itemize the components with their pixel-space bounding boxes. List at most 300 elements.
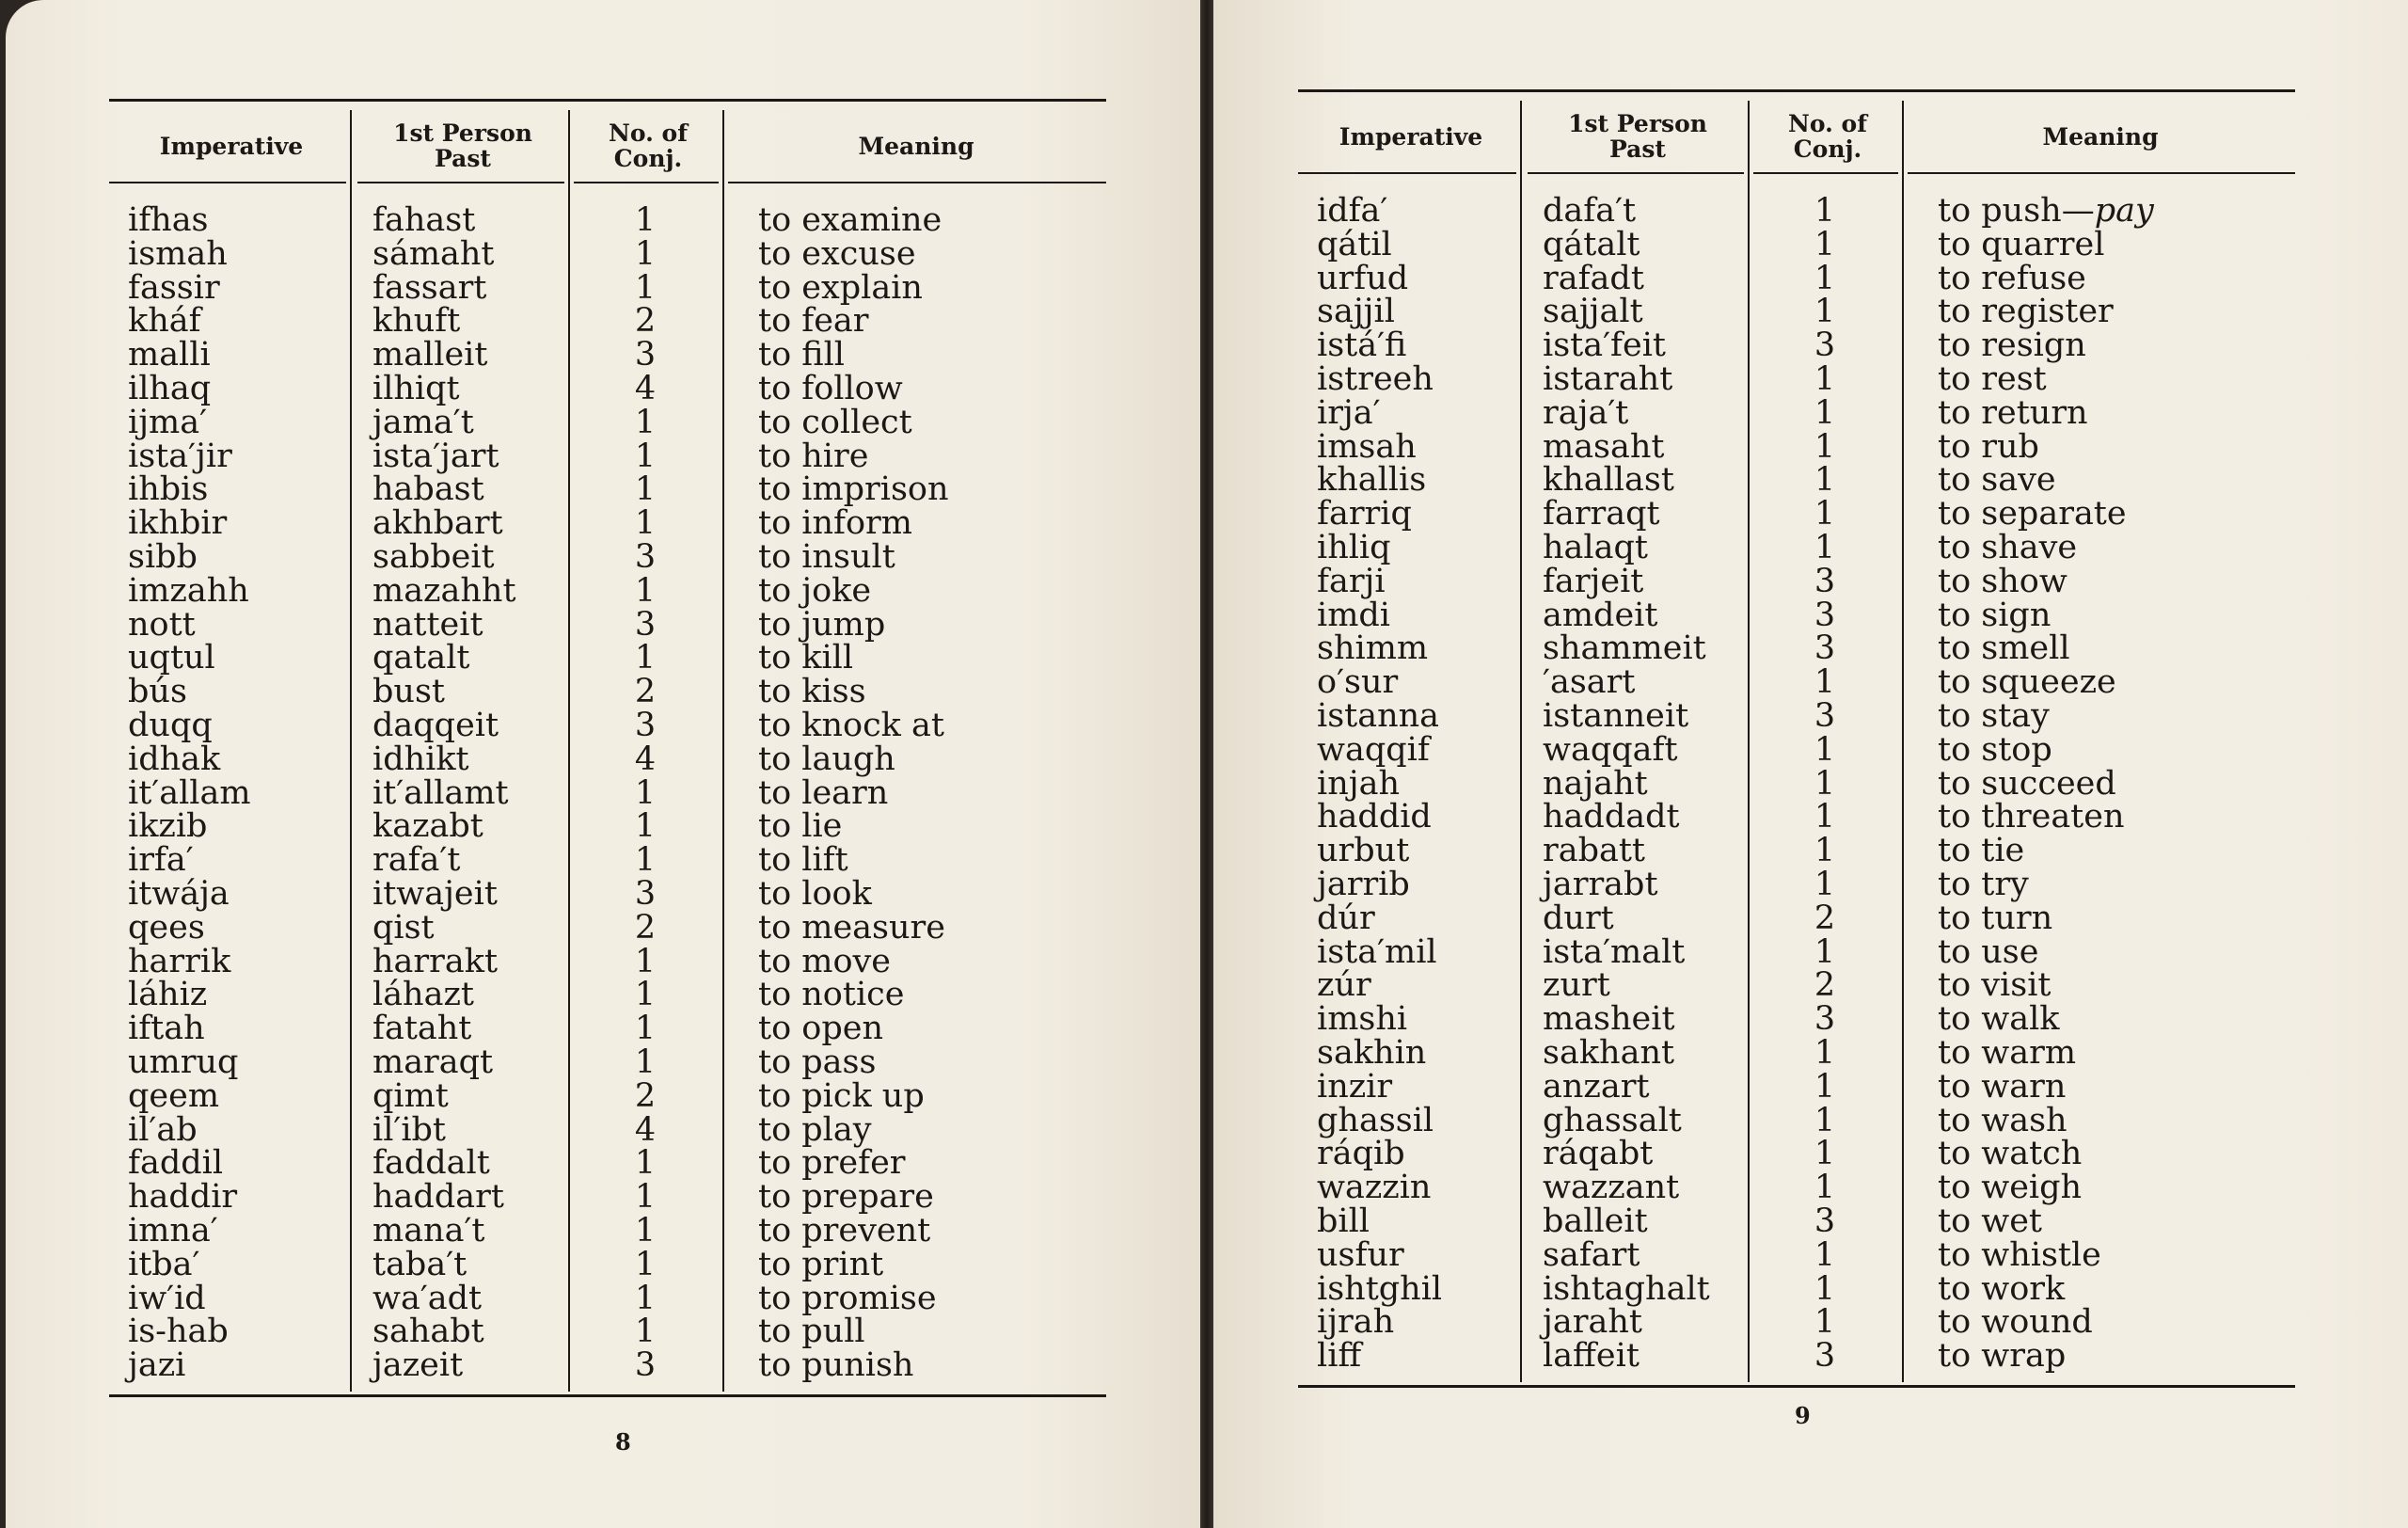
- table-row: [1298, 393, 2295, 432]
- meaning-cell: to move: [758, 942, 892, 980]
- meaning-cell: to rest: [1938, 359, 2047, 398]
- meaning-cell: to fill: [758, 336, 845, 374]
- past-cell: ishtaghalt: [1543, 1269, 1710, 1308]
- conj-cell: 1: [1814, 932, 1836, 971]
- table-row: [1298, 932, 2295, 971]
- table-row: [109, 1178, 1106, 1217]
- meaning-cell: to squeeze: [1938, 663, 2116, 702]
- meaning-cell: to whistle: [1938, 1235, 2101, 1274]
- past-cell: qimt: [372, 1076, 449, 1115]
- meaning-cell: to explain: [758, 268, 923, 307]
- imperative-cell: sakhin: [1317, 1033, 1427, 1072]
- table-row: [1298, 1000, 2295, 1039]
- imperative-cell: ishtghil: [1317, 1269, 1443, 1308]
- conj-cell: 1: [1814, 663, 1836, 702]
- imperative-cell: ilhaq: [128, 369, 212, 407]
- past-cell: itwajeit: [372, 874, 498, 913]
- imperative-cell: ijrah: [1317, 1303, 1395, 1342]
- past-cell: waqqaft: [1543, 730, 1678, 769]
- imperative-cell: nott: [128, 605, 196, 644]
- imperative-cell: qátil: [1317, 225, 1392, 263]
- past-cell: sajjalt: [1543, 293, 1643, 331]
- table-row: [109, 1043, 1106, 1081]
- conj-cell: 1: [1814, 1269, 1836, 1308]
- meaning-cell: to return: [1938, 393, 2088, 432]
- table-top-rule: [1298, 89, 2295, 92]
- conj-cell: 3: [634, 336, 657, 374]
- table-row: [109, 1144, 1106, 1183]
- right-page: [1213, 0, 2408, 1528]
- meaning-cell: to print: [758, 1245, 884, 1283]
- conj-cell: 1: [634, 234, 657, 273]
- imperative-cell: irja′: [1317, 393, 1381, 432]
- table-row: [109, 1110, 1106, 1149]
- imperative-cell: itba′: [128, 1245, 200, 1283]
- meaning-cell: to jump: [758, 605, 886, 644]
- table-bottom-rule: [109, 1394, 1106, 1397]
- conj-cell: 3: [1814, 696, 1836, 735]
- conj-cell: 3: [1814, 1337, 1836, 1376]
- past-cell: il′ibt: [372, 1110, 446, 1149]
- table-row: [1298, 259, 2295, 297]
- conj-cell: 3: [1814, 596, 1836, 634]
- meaning-cell: to turn: [1938, 899, 2053, 937]
- imperative-cell: bill: [1317, 1202, 1370, 1240]
- meaning-cell: to kiss: [758, 673, 866, 711]
- table-row: [1298, 1337, 2295, 1376]
- past-cell: farraqt: [1543, 495, 1660, 533]
- past-cell: sahabt: [372, 1313, 484, 1351]
- conj-cell: 1: [634, 1211, 657, 1249]
- conj-cell: 1: [1814, 730, 1836, 769]
- header-rule: [109, 182, 346, 183]
- meaning-cell: to show: [1938, 562, 2067, 600]
- imperative-cell: fassir: [128, 268, 220, 307]
- imperative-cell: il′ab: [128, 1110, 198, 1149]
- imperative-cell: usfur: [1317, 1235, 1404, 1274]
- header-rule: [728, 182, 1106, 183]
- table-row: [1298, 1269, 2295, 1308]
- table-row: [109, 1211, 1106, 1249]
- meaning-cell: to threaten: [1938, 798, 2125, 836]
- meaning-cell: to stop: [1938, 730, 2052, 769]
- table-row: [1298, 192, 2295, 230]
- past-cell: wa′adt: [372, 1279, 483, 1317]
- meaning-cell: to follow: [758, 369, 903, 407]
- table-row: [109, 537, 1106, 576]
- table-row: [1298, 427, 2295, 466]
- conj-cell: 1: [1814, 1101, 1836, 1139]
- meaning-cell: to insult: [758, 537, 895, 576]
- imperative-cell: jarrib: [1317, 865, 1410, 903]
- meaning-cell: to prepare: [758, 1178, 934, 1217]
- conj-cell: 1: [634, 201, 657, 239]
- meaning-cell: to fear: [758, 302, 869, 341]
- meaning-cell: to examine: [758, 201, 943, 239]
- conj-cell: 1: [1814, 259, 1836, 297]
- table-row: [109, 605, 1106, 644]
- meaning-cell: to work: [1938, 1269, 2066, 1308]
- table-row: [1298, 1067, 2295, 1106]
- table-row: [1298, 663, 2295, 702]
- imperative-cell: kháf: [128, 302, 201, 341]
- table-row: [109, 504, 1106, 543]
- meaning-cell: to punish: [758, 1346, 914, 1385]
- conj-cell: 1: [634, 976, 657, 1014]
- conj-cell: 3: [1814, 1000, 1836, 1039]
- past-cell: ista′feit: [1543, 326, 1666, 365]
- past-cell: istaraht: [1543, 359, 1673, 398]
- table-bottom-rule: [1298, 1385, 2295, 1388]
- meaning-cell: to prefer: [758, 1144, 906, 1183]
- imperative-cell: ghassil: [1317, 1101, 1434, 1139]
- header-rule: [1528, 172, 1744, 174]
- conj-cell: 3: [1814, 629, 1836, 668]
- meaning-cell: to save: [1938, 461, 2056, 500]
- table-row: [109, 302, 1106, 341]
- conj-cell: 1: [1814, 528, 1836, 566]
- imperative-cell: farji: [1317, 562, 1386, 600]
- past-cell: zurt: [1543, 966, 1610, 1005]
- past-cell: natteit: [372, 605, 483, 644]
- conj-cell: 1: [634, 1245, 657, 1283]
- meaning-cell: to imprison: [758, 470, 949, 509]
- verb-table-right: [1298, 89, 2295, 1388]
- conj-cell: 1: [634, 942, 657, 980]
- past-cell: maraqt: [372, 1043, 494, 1081]
- past-cell: durt: [1543, 899, 1614, 937]
- table-row: [109, 908, 1106, 947]
- table-row: [1298, 730, 2295, 769]
- meaning-cell: to rub: [1938, 427, 2039, 466]
- meaning-cell: to pass: [758, 1043, 877, 1081]
- past-cell: sámaht: [372, 234, 495, 273]
- table-row: [1298, 225, 2295, 263]
- imperative-cell: idhak: [128, 740, 221, 778]
- past-cell: haddadt: [1543, 798, 1680, 836]
- header-meaning: Meaning: [2042, 122, 2159, 151]
- imperative-cell: inzir: [1317, 1067, 1393, 1106]
- past-cell: taba′t: [372, 1245, 467, 1283]
- table-row: [109, 470, 1106, 509]
- past-cell: kazabt: [372, 807, 483, 846]
- table-row: [109, 403, 1106, 441]
- meaning-cell: to warm: [1938, 1033, 2077, 1072]
- past-cell: farjeit: [1543, 562, 1644, 600]
- past-cell: qátalt: [1543, 225, 1640, 263]
- table-row: [109, 976, 1106, 1014]
- conj-cell: 1: [1814, 832, 1836, 870]
- past-cell: akhbart: [372, 504, 503, 543]
- imperative-cell: faddil: [128, 1144, 224, 1183]
- meaning-cell: to register: [1938, 293, 2114, 331]
- past-cell: qist: [372, 908, 435, 947]
- conj-cell: 1: [1814, 427, 1836, 466]
- past-cell: jarrabt: [1543, 865, 1658, 903]
- imperative-cell: ijma′: [128, 403, 208, 441]
- meaning-cell: to refuse: [1938, 259, 2086, 297]
- conj-cell: 1: [1814, 865, 1836, 903]
- conj-cell: 3: [634, 605, 657, 644]
- conj-cell: 2: [634, 1076, 657, 1115]
- past-cell: habast: [372, 470, 484, 509]
- table-row: [109, 571, 1106, 610]
- table-row: [109, 1346, 1106, 1385]
- conj-cell: 1: [634, 807, 657, 846]
- imperative-cell: ismah: [128, 234, 228, 273]
- header-rule: [574, 182, 719, 183]
- conj-cell: 1: [634, 1010, 657, 1048]
- imperative-cell: qeem: [128, 1076, 220, 1115]
- conj-cell: 1: [1814, 393, 1836, 432]
- meaning-cell: to lie: [758, 807, 843, 846]
- meaning-cell: to play: [758, 1110, 872, 1149]
- conj-cell: 3: [634, 874, 657, 913]
- table-row: [1298, 562, 2295, 600]
- meaning-cell: to push—pay: [1938, 192, 2154, 230]
- table-row: [1298, 359, 2295, 398]
- conj-cell: 1: [634, 403, 657, 441]
- meaning-cell: to prevent: [758, 1211, 931, 1249]
- table-row: [109, 706, 1106, 744]
- imperative-cell: jazi: [128, 1346, 186, 1385]
- conj-cell: 1: [634, 504, 657, 543]
- table-row: [109, 807, 1106, 846]
- conj-cell: 4: [634, 740, 657, 778]
- imperative-cell: ikhbir: [128, 504, 228, 543]
- imperative-cell: ista′jir: [128, 437, 232, 475]
- imperative-cell: ikzib: [128, 807, 208, 846]
- table-row: [1298, 1033, 2295, 1072]
- meaning-cell: to laugh: [758, 740, 895, 778]
- left-page: [6, 0, 1200, 1528]
- table-row: [109, 673, 1106, 711]
- table-row: [109, 639, 1106, 677]
- imperative-cell: imsah: [1317, 427, 1417, 466]
- conj-cell: 1: [1814, 1303, 1836, 1342]
- past-cell: fahast: [372, 201, 476, 239]
- table-row: [1298, 495, 2295, 533]
- past-cell: safart: [1543, 1235, 1640, 1274]
- book-spine: [1200, 0, 1213, 1528]
- conj-cell: 2: [634, 302, 657, 341]
- meaning-cell: to kill: [758, 639, 854, 677]
- conj-cell: 3: [1814, 562, 1836, 600]
- meaning-cell: to wrap: [1938, 1337, 2067, 1376]
- imperative-cell: farriq: [1317, 495, 1412, 533]
- header-rule: [357, 182, 564, 183]
- header-imperative: Imperative: [1339, 122, 1483, 151]
- meaning-cell: to visit: [1938, 966, 2052, 1005]
- imperative-cell: duqq: [128, 706, 213, 744]
- imperative-cell: imdi: [1317, 596, 1390, 634]
- past-cell: wazzant: [1543, 1169, 1680, 1207]
- meaning-cell: to measure: [758, 908, 945, 947]
- past-cell: ghassalt: [1543, 1101, 1682, 1139]
- imperative-cell: irfa′: [128, 841, 194, 880]
- conj-cell: 1: [1814, 764, 1836, 803]
- past-cell: it′allamt: [372, 773, 509, 812]
- past-cell: masaht: [1543, 427, 1665, 466]
- conj-cell: 1: [1814, 293, 1836, 331]
- past-cell: laffeit: [1543, 1337, 1640, 1376]
- imperative-cell: urfud: [1317, 259, 1409, 297]
- meaning-cell: to smell: [1938, 629, 2070, 668]
- meaning-cell: to pull: [758, 1313, 865, 1351]
- past-cell: rabatt: [1543, 832, 1645, 870]
- past-cell: daqqeit: [372, 706, 499, 744]
- table-row: [1298, 966, 2295, 1005]
- table-row: [1298, 295, 2295, 329]
- imperative-cell: sajjil: [1317, 293, 1395, 331]
- imperative-cell: urbut: [1317, 832, 1410, 870]
- past-cell: khuft: [372, 302, 461, 341]
- conj-cell: 1: [1814, 461, 1836, 500]
- imperative-cell: it′allam: [128, 773, 251, 812]
- imperative-cell: wazzin: [1317, 1169, 1432, 1207]
- imperative-cell: ráqib: [1317, 1135, 1405, 1173]
- imperative-cell: láhiz: [128, 976, 208, 1014]
- conj-cell: 3: [1814, 326, 1836, 365]
- imperative-cell: zúr: [1317, 966, 1371, 1005]
- conj-cell: 3: [634, 537, 657, 576]
- conj-cell: 1: [634, 1279, 657, 1317]
- imperative-cell: qees: [128, 908, 205, 947]
- past-cell: ′asart: [1543, 663, 1636, 702]
- imperative-cell: khallis: [1317, 461, 1427, 500]
- imperative-cell: imna′: [128, 1211, 218, 1249]
- meaning-cell: to hire: [758, 437, 869, 475]
- header-past: 1st Person Past: [1568, 110, 1707, 163]
- page-number: 8: [615, 1428, 631, 1456]
- meaning-cell: to try: [1938, 865, 2029, 903]
- past-cell: anzart: [1543, 1067, 1650, 1106]
- table-row: [1298, 1202, 2295, 1240]
- imperative-cell: bús: [128, 673, 187, 711]
- past-cell: khallast: [1543, 461, 1674, 500]
- past-cell: balleit: [1543, 1202, 1648, 1240]
- past-cell: malleit: [372, 336, 488, 374]
- meaning-cell: to collect: [758, 403, 912, 441]
- imperative-cell: istanna: [1317, 696, 1440, 735]
- meaning-cell: to wash: [1938, 1101, 2067, 1139]
- past-cell: dafa′t: [1543, 192, 1637, 230]
- header-imperative: Imperative: [159, 132, 304, 160]
- meaning-cell: to knock at: [758, 706, 944, 744]
- imperative-cell: iftah: [128, 1010, 205, 1048]
- meaning-cell: to walk: [1938, 1000, 2060, 1039]
- meaning-cell: to sign: [1938, 596, 2052, 634]
- conj-cell: 2: [634, 673, 657, 711]
- table-row: [1298, 629, 2295, 668]
- past-cell: halaqt: [1543, 528, 1648, 566]
- imperative-cell: liff: [1317, 1337, 1362, 1376]
- past-cell: haddart: [372, 1178, 504, 1217]
- table-row: [1298, 899, 2295, 937]
- past-cell: jama′t: [372, 403, 474, 441]
- header-rule: [1908, 172, 2295, 174]
- conj-cell: 1: [1814, 1033, 1836, 1072]
- past-cell: jaraht: [1543, 1303, 1642, 1342]
- past-cell: istanneit: [1543, 696, 1689, 735]
- meaning-cell: to watch: [1938, 1135, 2083, 1173]
- table-row: [109, 336, 1106, 374]
- table-row: [109, 268, 1106, 307]
- imperative-cell: uqtul: [128, 639, 215, 677]
- table-row: [1298, 1135, 2295, 1173]
- table-top-rule: [109, 99, 1106, 102]
- conj-cell: 1: [634, 437, 657, 475]
- conj-cell: 2: [1814, 899, 1836, 937]
- meaning-cell: to shave: [1938, 528, 2078, 566]
- table-row: [109, 1076, 1106, 1115]
- imperative-cell: umruq: [128, 1043, 239, 1081]
- table-row: [1298, 1235, 2295, 1274]
- past-cell: rafa′t: [372, 841, 461, 880]
- conj-cell: 2: [1814, 966, 1836, 1005]
- table-row: [1298, 326, 2295, 365]
- table-row: [109, 234, 1106, 273]
- rows-left: [109, 201, 1106, 1385]
- table-row: [1298, 764, 2295, 803]
- table-row: [109, 942, 1106, 980]
- conj-cell: 3: [634, 1346, 657, 1385]
- header-conj: No. of Conj.: [609, 119, 688, 172]
- imperative-cell: waqqif: [1317, 730, 1430, 769]
- conj-cell: 1: [634, 773, 657, 812]
- past-cell: mana′t: [372, 1211, 485, 1249]
- imperative-cell: ista′mil: [1317, 932, 1437, 971]
- table-row: [109, 1245, 1106, 1283]
- imperative-cell: sibb: [128, 537, 198, 576]
- conj-cell: 1: [1814, 495, 1836, 533]
- imperative-cell: idfa′: [1317, 192, 1388, 230]
- conj-cell: 1: [634, 571, 657, 610]
- past-cell: láhazt: [372, 976, 474, 1014]
- conj-cell: 1: [1814, 1235, 1836, 1274]
- table-row: [109, 841, 1106, 880]
- past-cell: mazahht: [372, 571, 516, 610]
- imperative-cell: haddid: [1317, 798, 1432, 836]
- past-cell: jazeit: [372, 1346, 464, 1385]
- table-row: [1298, 1171, 2295, 1205]
- past-cell: faddalt: [372, 1144, 490, 1183]
- conj-cell: 2: [634, 908, 657, 947]
- table-row: [1298, 832, 2295, 870]
- meaning-cell: to notice: [758, 976, 905, 1014]
- verb-table-left: [109, 99, 1106, 1397]
- imperative-cell: is-hab: [128, 1313, 229, 1351]
- table-row: [109, 201, 1106, 239]
- past-cell: shammeit: [1543, 629, 1706, 668]
- conj-cell: 1: [1814, 192, 1836, 230]
- conj-cell: 1: [1814, 225, 1836, 263]
- past-cell: najaht: [1543, 764, 1648, 803]
- imperative-cell: harrik: [128, 942, 231, 980]
- conj-cell: 4: [634, 1110, 657, 1149]
- conj-cell: 1: [634, 639, 657, 677]
- table-row: [1298, 798, 2295, 836]
- meaning-cell: to wound: [1938, 1303, 2093, 1342]
- past-cell: amdeit: [1543, 596, 1658, 634]
- table-row: [109, 1279, 1106, 1317]
- past-cell: sakhant: [1543, 1033, 1675, 1072]
- conj-cell: 1: [634, 1178, 657, 1217]
- meaning-cell: to succeed: [1938, 764, 2116, 803]
- past-cell: ista′malt: [1543, 932, 1686, 971]
- table-row: [109, 773, 1106, 812]
- past-cell: qatalt: [372, 639, 470, 677]
